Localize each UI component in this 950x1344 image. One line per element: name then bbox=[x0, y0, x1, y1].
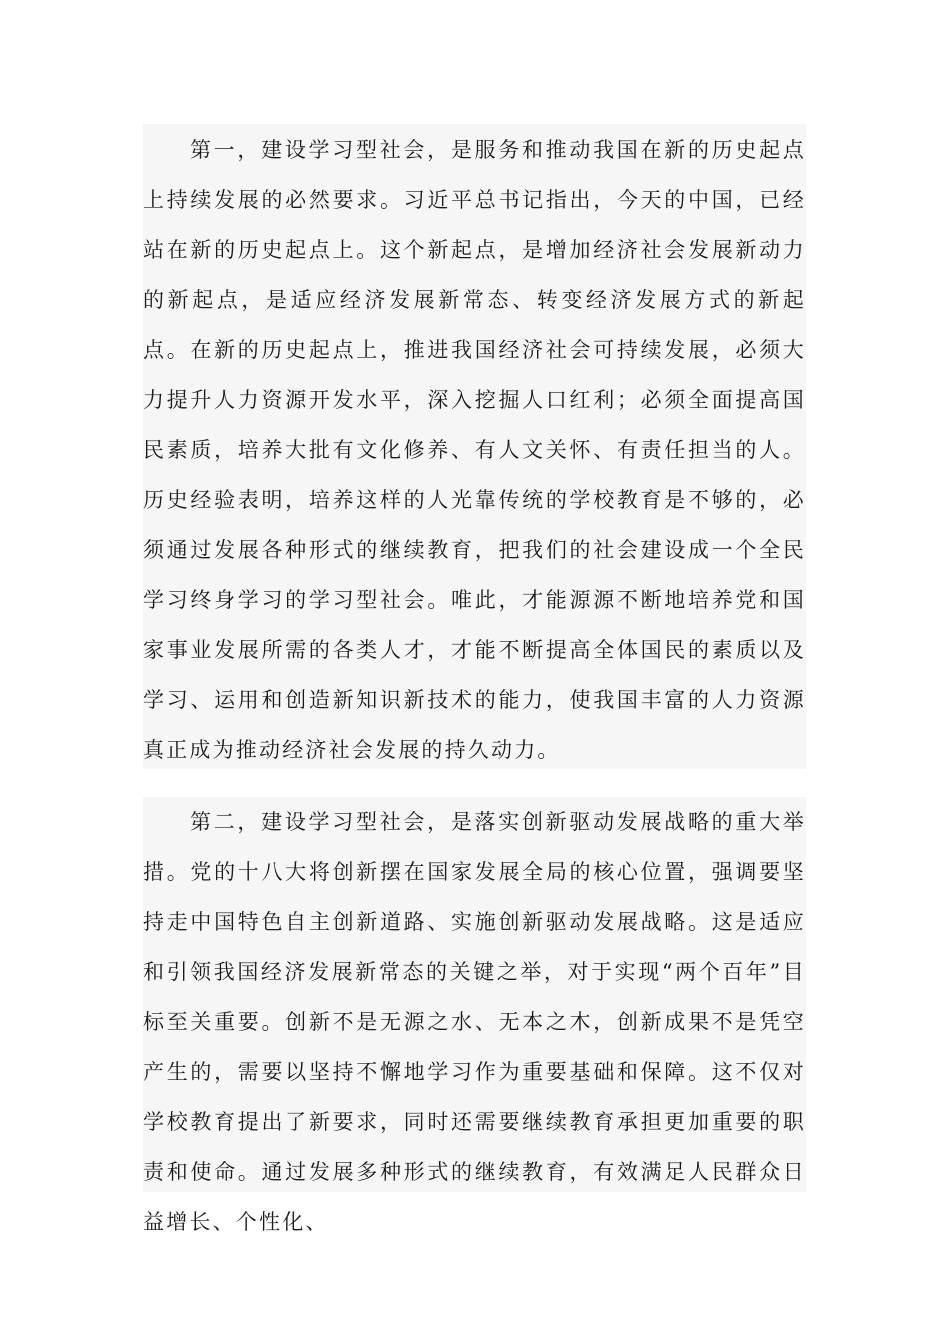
paragraph-block-first bbox=[143, 124, 806, 769]
paragraph-second: 第二，建设学习型社会，是落实创新驱动发展战略的重大举措。党的十八大将创新摆在国家发展全局的核心位置，强调要坚持走中国特色自主创新道路、实施创新驱动发展战略。这是适应和引领我国经济发展新常态的关键之举，对于实现“两个百年”目标至关重要。创新不是无源之水、无本之木，创新成果不是凭空产生的，需要以坚持不懈地学习作为重要基础和保障。这不仅对学校教育提出了新要求，同时还需要继续教育承担更加重要的职责和使命。通过发展多种形式的继续教育，有效满足人民群众日益增长、个性化、 bbox=[143, 810, 806, 1234]
paragraph-block-second bbox=[143, 797, 806, 1234]
paragraph-first: 第一，建设学习型社会，是服务和推动我国在新的历史起点上持续发展的必然要求。习近平总书记指出，今天的中国，已经站在新的历史起点上。这个新起点，是增加经济社会发展新动力的新起点，是适应经济发展新常态、转变经济发展方式的新起点。在新的历史起点上，推进我国经济社会可持续发展，必须大力提升人力资源开发水平，深入挖掘人口红利；必须全面提高国民素质，培养大批有文化修养、有人文关怀、有责任担当的人。历史经验表明，培养这样的人光靠传统的学校教育是不够的，必须通过发展各种形式的继续教育，把我们的社会建设成一个全民学习终身学习的学习型社会。唯此，才能源源不断地培养党和国家事业发展所需的各类人才，才能不断提高全体国民的素质以及学习、运用和创造新知识新技术的能力，使我国丰富的人力资源真正成为推动经济社会发展的持久动力。 bbox=[143, 138, 806, 762]
